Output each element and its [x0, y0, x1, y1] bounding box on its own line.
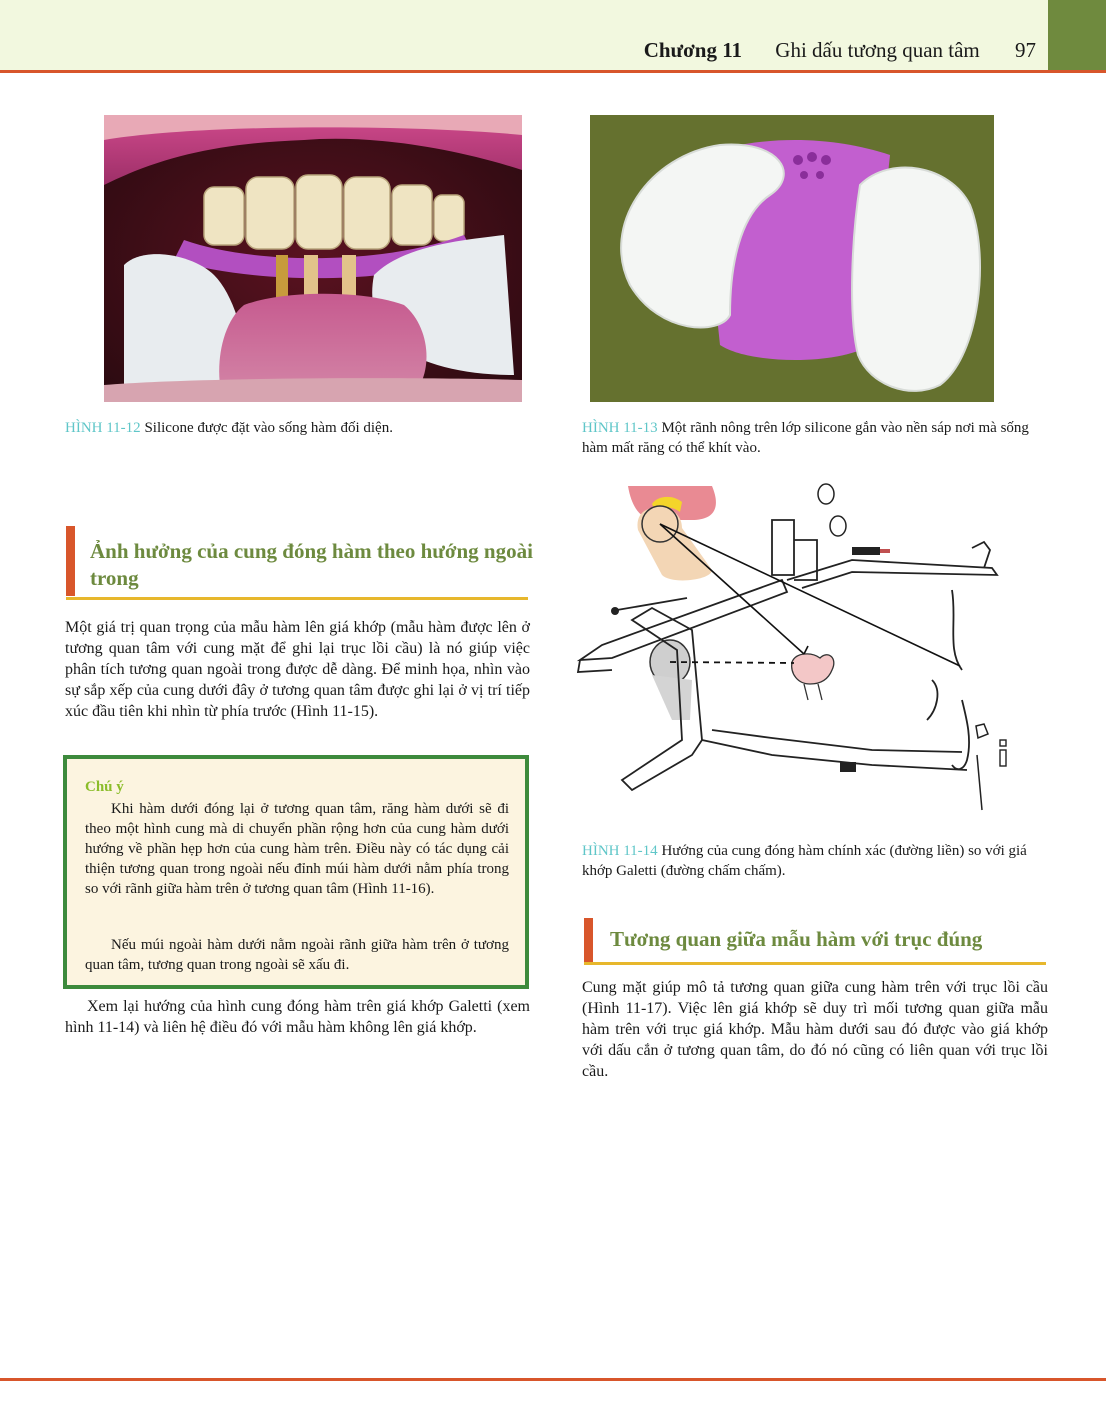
- caption-text: Một rãnh nông trên lớp silicone gắn vào nền sáp nơi mà sống hàm mất răng có thể khít vào.: [582, 420, 1029, 456]
- silicone-photo-illustration: [590, 115, 994, 402]
- section-heading: Tương quan giữa mẫu hàm với trục đúng: [610, 927, 983, 951]
- header-tab: [1048, 0, 1106, 70]
- note-title: Chú ý: [85, 779, 124, 795]
- footer-rule: [0, 1378, 1106, 1381]
- caption-text: Silicone được đặt vào sống hàm đối diện.: [144, 420, 393, 436]
- section-underline: [66, 597, 528, 600]
- galetti-articulator-diagram: [572, 480, 1012, 820]
- follow-up-paragraph: Xem lại hướng của hình cung đóng hàm trên giá khớp Galetti (xem hình 11-14) và liên hệ điều đó với mẫu hàm không lên giá khớp.: [65, 998, 530, 1036]
- note-paragraph-1: Khi hàm dưới đóng lại ở tương quan tâm, răng hàm dưới sẽ đi theo một hình cung mà di chuyển phần rộng hơn của cung hàm dưới hướng về phần hẹp hơn của cung hàm trên. Điều này có tác dụng cải thiện tương quan trong ngoài nếu đỉnh múi hàm dưới nằm phía trong so với rãnh giữa hàm trên ở tương quan tâm (Hình 11-16).: [85, 801, 509, 897]
- chapter-label: Chương 11: [643, 38, 743, 62]
- section-paragraph: Cung mặt giúp mô tả tương quan giữa cung hàm trên với trục lồi cầu (Hình 11-17). Việc lên giá khớp sẽ duy trì mối tương quan giữa mẫu hàm trên với trục giá khớp. Mẫu hàm dưới sau đó được vào giá khớp với dấu cắn ở tương quan tâm, do đó nó cũng có liên quan với trục lồi cầu.: [582, 979, 1048, 1080]
- figure-label: HÌNH 11-13: [582, 420, 658, 436]
- mouth-photo-illustration: [104, 115, 522, 402]
- figure-11-13-caption: [582, 418, 1050, 458]
- note-paragraph-2: Nếu múi ngoài hàm dưới nằm ngoài rãnh giữa hàm trên ở tương quan tâm, tương quan trong ngoài sẽ xấu đi.: [85, 937, 509, 973]
- figure-11-14-diagram: [572, 480, 1012, 820]
- figure-11-12-photo: [104, 115, 522, 402]
- caption-text: Hướng của cung đóng hàm chính xác (đường liền) so với giá khớp Galetti (đường chấm chấm).: [582, 843, 1027, 879]
- section-underline: [584, 962, 1046, 965]
- figure-11-14-caption: [582, 841, 1050, 881]
- section-heading: Ảnh hưởng của cung đóng hàm theo hướng ngoài trong: [90, 539, 533, 590]
- section-heading-bar: [66, 526, 75, 596]
- header-rule: [0, 70, 1106, 73]
- chapter-title: Ghi dấu tương quan tâm: [775, 38, 980, 62]
- section-heading-bar: [584, 918, 593, 963]
- section-paragraph: Một giá trị quan trọng của mẫu hàm lên giá khớp (mẫu hàm được lên ở tương quan tâm với cung mặt để ghi lại trục lồi cầu) là nó giúp việc phân tích tương quan ngoài trong được dễ dàng. Để minh họa, nhìn vào sự sắp xếp của cung dưới đây ở tương quan tâm được ghi lại ở vị trí tiếp xúc đầu tiên khi nhìn từ phía trước (Hình 11-15).: [65, 619, 530, 720]
- running-head: [644, 38, 1036, 63]
- figure-label: HÌNH 11-14: [582, 843, 658, 859]
- page-number: 97: [1015, 38, 1036, 62]
- figure-11-12-caption: [65, 418, 545, 438]
- figure-label: HÌNH 11-12: [65, 420, 141, 436]
- note-box: [63, 755, 529, 989]
- figure-11-13-photo: [590, 115, 994, 402]
